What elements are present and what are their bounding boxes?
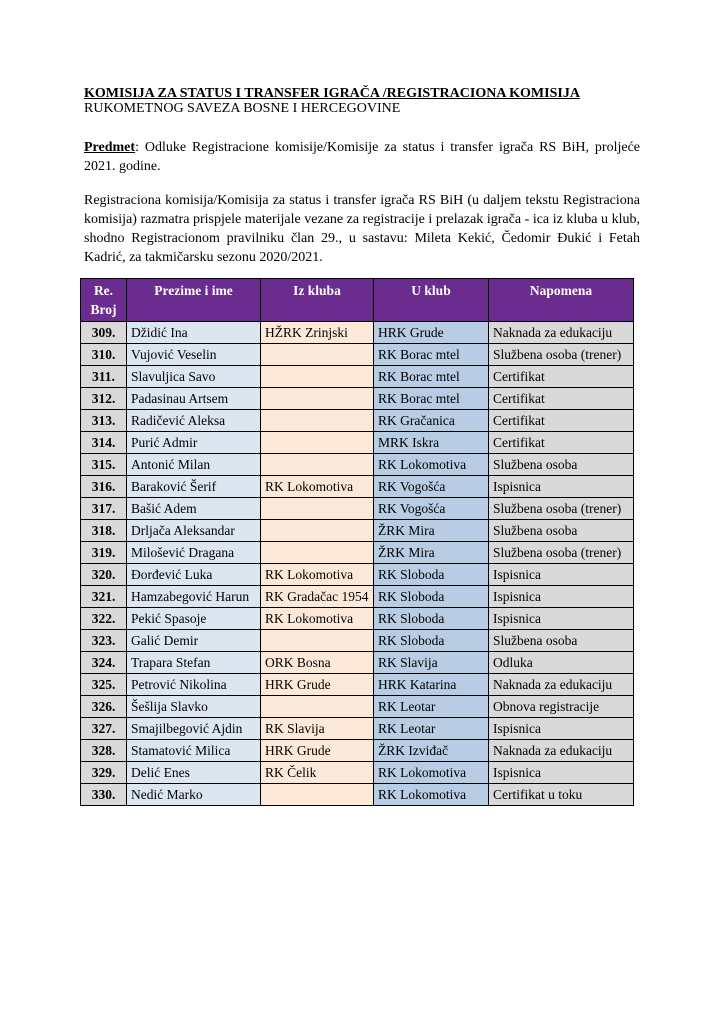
- cell-to-club: RK Sloboda: [374, 564, 489, 586]
- header-from-club: Iz kluba: [261, 279, 374, 322]
- cell-from-club: [261, 498, 374, 520]
- cell-name: Purić Admir: [127, 432, 261, 454]
- cell-from-club: [261, 344, 374, 366]
- cell-note: Naknada za edukaciju: [489, 740, 634, 762]
- cell-number: 328.: [81, 740, 127, 762]
- cell-note: Certifikat: [489, 410, 634, 432]
- table-row: [81, 388, 634, 410]
- table-row: [81, 344, 634, 366]
- cell-number: 317.: [81, 498, 127, 520]
- cell-note: Službena osoba (trener): [489, 344, 634, 366]
- cell-from-club: ORK Bosna: [261, 652, 374, 674]
- cell-number: 324.: [81, 652, 127, 674]
- cell-note: Odluka: [489, 652, 634, 674]
- cell-to-club: RK Borac mtel: [374, 366, 489, 388]
- cell-to-club: RK Leotar: [374, 718, 489, 740]
- cell-note: Ispisnica: [489, 476, 634, 498]
- table-body: [81, 322, 634, 806]
- cell-to-club: MRK Iskra: [374, 432, 489, 454]
- cell-from-club: [261, 520, 374, 542]
- cell-to-club: ŽRK Mira: [374, 542, 489, 564]
- cell-from-club: [261, 784, 374, 806]
- cell-name: Bašić Adem: [127, 498, 261, 520]
- table-row: [81, 740, 634, 762]
- cell-name: Milošević Dragana: [127, 542, 261, 564]
- cell-to-club: RK Gračanica: [374, 410, 489, 432]
- cell-number: 309.: [81, 322, 127, 344]
- table-row: [81, 674, 634, 696]
- table-row: [81, 454, 634, 476]
- cell-to-club: RK Sloboda: [374, 608, 489, 630]
- cell-number: 311.: [81, 366, 127, 388]
- cell-note: Ispisnica: [489, 564, 634, 586]
- cell-note: Ispisnica: [489, 718, 634, 740]
- cell-name: Baraković Šerif: [127, 476, 261, 498]
- cell-name: Radičević Aleksa: [127, 410, 261, 432]
- cell-note: Službena osoba (trener): [489, 542, 634, 564]
- table-row: [81, 322, 634, 344]
- cell-note: Certifikat: [489, 388, 634, 410]
- cell-name: Galić Demir: [127, 630, 261, 652]
- intro-paragraph: Registraciona komisija/Komisija za status i transfer igrača RS BiH (u daljem tekstu Registraciona komisija) razmatra prispjele materijale vezane za registracije i prelazak igrača - ica iz kluba u klub, shodno Registracionom pravilniku član 29., u sastavu: Mileta Kekić, Čedomir Đukić i Fetah Kadrić, za takmičarsku sezonu 2020/2021.: [84, 193, 640, 265]
- cell-from-club: HRK Grude: [261, 674, 374, 696]
- table-row: [81, 476, 634, 498]
- table-row: [81, 564, 634, 586]
- table-row: [81, 652, 634, 674]
- header-note: Napomena: [489, 279, 634, 322]
- cell-number: 315.: [81, 454, 127, 476]
- subject-paragraph: [84, 138, 640, 176]
- cell-to-club: RK Lokomotiva: [374, 454, 489, 476]
- cell-from-club: [261, 410, 374, 432]
- cell-number: 313.: [81, 410, 127, 432]
- cell-note: Službena osoba: [489, 520, 634, 542]
- table-row: [81, 718, 634, 740]
- cell-note: Certifikat: [489, 366, 634, 388]
- cell-to-club: RK Vogošća: [374, 476, 489, 498]
- cell-note: Naknada za edukaciju: [489, 674, 634, 696]
- cell-number: 325.: [81, 674, 127, 696]
- federation-name: RUKOMETNOG SAVEZA BOSNE I HERCEGOVINE: [84, 101, 401, 116]
- cell-from-club: [261, 454, 374, 476]
- table-row: [81, 696, 634, 718]
- cell-name: Džidić Ina: [127, 322, 261, 344]
- cell-from-club: [261, 542, 374, 564]
- table-row: [81, 498, 634, 520]
- cell-name: Šešlija Slavko: [127, 696, 261, 718]
- cell-name: Drljača Aleksandar: [127, 520, 261, 542]
- cell-number: 330.: [81, 784, 127, 806]
- cell-to-club: RK Slavija: [374, 652, 489, 674]
- cell-from-club: [261, 696, 374, 718]
- cell-name: Padasinau Artsem: [127, 388, 261, 410]
- table-row: [81, 410, 634, 432]
- cell-name: Hamzabegović Harun: [127, 586, 261, 608]
- cell-name: Stamatović Milica: [127, 740, 261, 762]
- cell-to-club: HRK Grude: [374, 322, 489, 344]
- table-row: [81, 630, 634, 652]
- header-name: Prezime i ime: [127, 279, 261, 322]
- cell-to-club: RK Sloboda: [374, 586, 489, 608]
- cell-note: Certifikat: [489, 432, 634, 454]
- cell-number: 329.: [81, 762, 127, 784]
- table-row: [81, 762, 634, 784]
- table-row: [81, 432, 634, 454]
- cell-from-club: [261, 432, 374, 454]
- cell-number: 319.: [81, 542, 127, 564]
- cell-from-club: [261, 366, 374, 388]
- cell-to-club: RK Borac mtel: [374, 388, 489, 410]
- cell-number: 321.: [81, 586, 127, 608]
- cell-note: Službena osoba: [489, 454, 634, 476]
- cell-number: 327.: [81, 718, 127, 740]
- cell-name: Delić Enes: [127, 762, 261, 784]
- header-number: Re. Broj: [81, 279, 127, 322]
- cell-number: 322.: [81, 608, 127, 630]
- cell-number: 316.: [81, 476, 127, 498]
- cell-number: 314.: [81, 432, 127, 454]
- cell-name: Nedić Marko: [127, 784, 261, 806]
- cell-from-club: RK Lokomotiva: [261, 608, 374, 630]
- cell-to-club: RK Sloboda: [374, 630, 489, 652]
- table-row: [81, 366, 634, 388]
- cell-from-club: RK Gradačac 1954: [261, 586, 374, 608]
- cell-name: Slavuljica Savo: [127, 366, 261, 388]
- cell-from-club: RK Čelik: [261, 762, 374, 784]
- table-header-row: [81, 279, 634, 322]
- cell-to-club: ŽRK Mira: [374, 520, 489, 542]
- cell-from-club: RK Lokomotiva: [261, 476, 374, 498]
- cell-from-club: RK Slavija: [261, 718, 374, 740]
- cell-note: Ispisnica: [489, 608, 634, 630]
- cell-note: Službena osoba (trener): [489, 498, 634, 520]
- cell-to-club: RK Vogošća: [374, 498, 489, 520]
- cell-number: 310.: [81, 344, 127, 366]
- cell-note: Obnova registracije: [489, 696, 634, 718]
- cell-from-club: RK Lokomotiva: [261, 564, 374, 586]
- cell-name: Vujović Veselin: [127, 344, 261, 366]
- cell-to-club: ŽRK Izviđač: [374, 740, 489, 762]
- subject-lead: Predmet: [84, 140, 136, 155]
- cell-note: Službena osoba: [489, 630, 634, 652]
- cell-note: Ispisnica: [489, 586, 634, 608]
- cell-from-club: HRK Grude: [261, 740, 374, 762]
- cell-to-club: RK Lokomotiva: [374, 762, 489, 784]
- table-row: [81, 520, 634, 542]
- header-to-club: U klub: [374, 279, 489, 322]
- cell-name: Trapara Stefan: [127, 652, 261, 674]
- cell-number: 326.: [81, 696, 127, 718]
- cell-number: 312.: [81, 388, 127, 410]
- table-row: [81, 586, 634, 608]
- cell-note: Certifikat u toku: [489, 784, 634, 806]
- cell-note: Ispisnica: [489, 762, 634, 784]
- table-row: [81, 784, 634, 806]
- registration-table: [80, 278, 634, 806]
- cell-number: 323.: [81, 630, 127, 652]
- committee-title: KOMISIJA ZA STATUS I TRANSFER IGRAČA /REGISTRACIONA KOMISIJA: [84, 86, 580, 101]
- cell-note: Naknada za edukaciju: [489, 322, 634, 344]
- cell-to-club: HRK Katarina: [374, 674, 489, 696]
- cell-from-club: [261, 388, 374, 410]
- cell-name: Petrović Nikolina: [127, 674, 261, 696]
- table-row: [81, 542, 634, 564]
- cell-name: Antonić Milan: [127, 454, 261, 476]
- cell-number: 320.: [81, 564, 127, 586]
- cell-name: Pekić Spasoje: [127, 608, 261, 630]
- cell-name: Đorđević Luka: [127, 564, 261, 586]
- cell-from-club: [261, 630, 374, 652]
- subject-text: : Odluke Registracione komisije/Komisije za status i transfer igrača RS BiH, proljeće 2021. godine.: [84, 140, 640, 174]
- table-row: [81, 608, 634, 630]
- cell-number: 318.: [81, 520, 127, 542]
- cell-to-club: RK Borac mtel: [374, 344, 489, 366]
- cell-to-club: RK Leotar: [374, 696, 489, 718]
- cell-from-club: HŽRK Zrinjski: [261, 322, 374, 344]
- cell-name: Smajilbegović Ajdin: [127, 718, 261, 740]
- cell-to-club: RK Lokomotiva: [374, 784, 489, 806]
